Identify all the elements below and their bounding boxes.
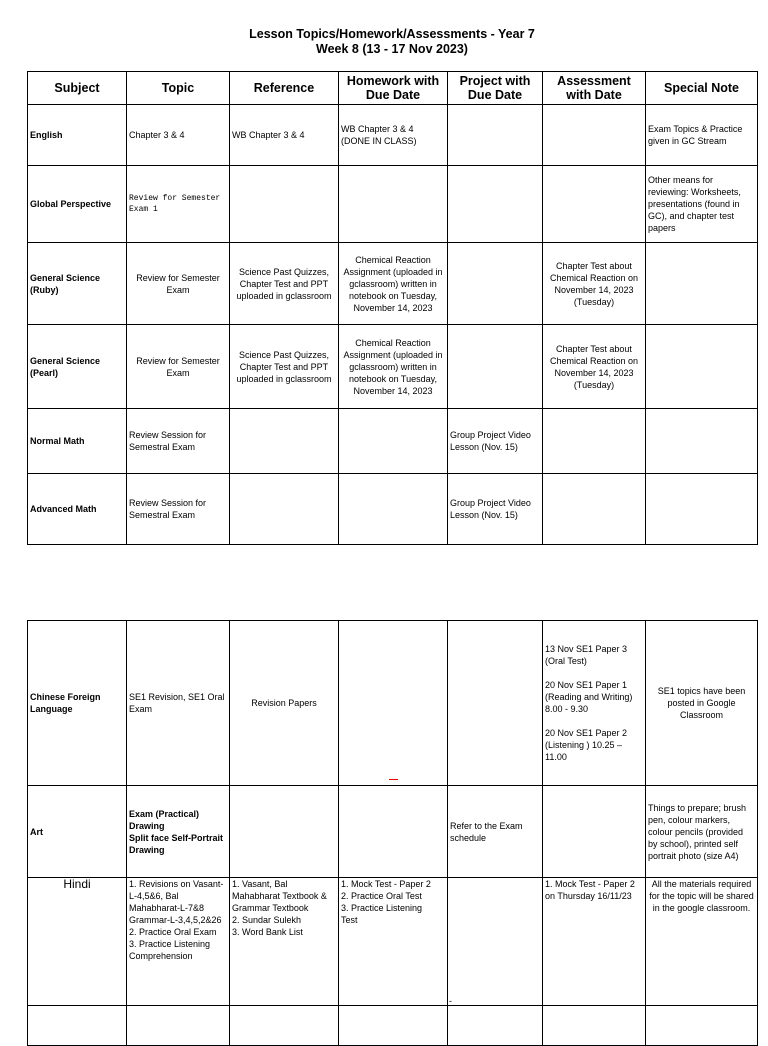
project-cell: Refer to the Exam schedule: [448, 786, 543, 878]
topic-cell: SE1 Revision, SE1 Oral Exam: [127, 621, 230, 786]
subject-cell: Hindi: [28, 878, 127, 1006]
homework-cell: [339, 409, 448, 474]
table-row: [28, 1006, 758, 1046]
topic-cell: Exam (Practical) Drawing Split face Self-Portrait Drawing: [127, 786, 230, 878]
assessment-cell: Chapter Test about Chemical Reaction on November 14, 2023 (Tuesday): [543, 243, 646, 325]
page-subtitle: Week 8 (13 - 17 Nov 2023): [316, 42, 468, 56]
subject-cell: [28, 1006, 127, 1046]
homework-cell: WB Chapter 3 & 4 (DONE IN CLASS): [339, 105, 448, 166]
column-header: Special Note: [646, 72, 758, 105]
homework-cell: Chemical Reaction Assignment (uploaded in gclassroom) written in notebook on Tuesday, November 14, 2023: [339, 243, 448, 325]
project-cell: [448, 878, 543, 1006]
column-header: Reference: [230, 72, 339, 105]
reference-cell: [230, 166, 339, 243]
homework-cell: [339, 1006, 448, 1046]
reference-cell: [230, 474, 339, 545]
assessment-cell: Chapter Test about Chemical Reaction on November 14, 2023 (Tuesday): [543, 325, 646, 409]
project-cell: [448, 1006, 543, 1046]
column-header: Project with Due Date: [448, 72, 543, 105]
note-cell: Other means for reviewing: Worksheets, presentations (found in GC), and chapter test papers: [646, 166, 758, 243]
assessment-cell: [543, 1006, 646, 1046]
column-header: Topic: [127, 72, 230, 105]
reference-cell: 1. Vasant, Bal Mahabharat Textbook & Grammar Textbook 2. Sundar Sulekh 3. Word Bank List: [230, 878, 339, 1006]
project-cell: [448, 105, 543, 166]
assessment-cell: [543, 786, 646, 878]
table-row: [28, 474, 758, 545]
reference-cell: Revision Papers: [230, 621, 339, 786]
topic-cell: 1. Revisions on Vasant-L-4,5&6, Bal Mahabharat-L-7&8 Grammar-L-3,4,5,2&26 2. Practice Oral Exam 3. Practice Listening Comprehension: [127, 878, 230, 1006]
note-cell: [646, 409, 758, 474]
column-header: Homework with Due Date: [339, 72, 448, 105]
reference-cell: WB Chapter 3 & 4: [230, 105, 339, 166]
note-cell: Exam Topics & Practice given in GC Stream: [646, 105, 758, 166]
reference-cell: [230, 409, 339, 474]
project-cell: [448, 325, 543, 409]
reference-cell: [230, 786, 339, 878]
note-cell: [646, 325, 758, 409]
project-cell: [448, 166, 543, 243]
note-cell: All the materials required for the topic will be shared in the google classroom.: [646, 878, 758, 1006]
project-cell: Group Project Video Lesson (Nov. 15): [448, 409, 543, 474]
assessment-cell: 13 Nov SE1 Paper 3 (Oral Test) 20 Nov SE1 Paper 1 (Reading and Writing) 8.00 - 9.30 20 Nov SE1 Paper 2 (Listening ) 10.25 – 11.00: [543, 621, 646, 786]
homework-cell: Chemical Reaction Assignment (uploaded in gclassroom) written in notebook on Tuesday, November 14, 2023: [339, 325, 448, 409]
note-cell: [646, 474, 758, 545]
project-cell: [448, 243, 543, 325]
subject-cell: Art: [28, 786, 127, 878]
table-row: [28, 621, 758, 786]
assessment-cell: [543, 409, 646, 474]
topic-cell: Review Session for Semestral Exam: [127, 409, 230, 474]
schedule-table: [27, 71, 758, 545]
table-row: [28, 166, 758, 243]
page-title: Lesson Topics/Homework/Assessments - Year 7: [249, 27, 535, 41]
table-row: [28, 786, 758, 878]
note-cell: SE1 topics have been posted in Google Classroom: [646, 621, 758, 786]
project-cell: Group Project Video Lesson (Nov. 15): [448, 474, 543, 545]
table-row: [28, 325, 758, 409]
reference-cell: [230, 1006, 339, 1046]
topic-cell: Review for Semester Exam: [127, 325, 230, 409]
topic-cell: Chapter 3 & 4: [127, 105, 230, 166]
note-cell: [646, 1006, 758, 1046]
note-cell: Things to prepare; brush pen, colour markers, colour pencils (provided by school), printed self portrait photo (size A4): [646, 786, 758, 878]
red-underline-mark: [389, 779, 398, 780]
subject-cell: Global Perspective: [28, 166, 127, 243]
table-row: [28, 878, 758, 1006]
reference-cell: Science Past Quizzes, Chapter Test and PPT uploaded in gclassroom: [230, 243, 339, 325]
column-header: Subject: [28, 72, 127, 105]
topic-cell: Review Session for Semestral Exam: [127, 474, 230, 545]
homework-cell: [339, 621, 448, 786]
topic-cell: Review for Semester Exam 1: [127, 166, 230, 243]
note-cell: [646, 243, 758, 325]
homework-cell: [339, 474, 448, 545]
subject-cell: General Science (Pearl): [28, 325, 127, 409]
subject-cell: General Science (Ruby): [28, 243, 127, 325]
assessment-cell: [543, 166, 646, 243]
subject-cell: Advanced Math: [28, 474, 127, 545]
assessment-cell: [543, 105, 646, 166]
table-row: [28, 409, 758, 474]
topic-cell: Review for Semester Exam: [127, 243, 230, 325]
topic-cell: [127, 1006, 230, 1046]
assessment-cell: [543, 474, 646, 545]
homework-cell: [339, 166, 448, 243]
reference-cell: Science Past Quizzes, Chapter Test and PPT uploaded in gclassroom: [230, 325, 339, 409]
table-row: [28, 105, 758, 166]
subject-cell: English: [28, 105, 127, 166]
homework-cell: 1. Mock Test - Paper 2 2. Practice Oral Test 3. Practice Listening Test: [339, 878, 448, 1006]
table-row: [28, 243, 758, 325]
column-header: Assessment with Date: [543, 72, 646, 105]
project-cell: [448, 621, 543, 786]
subject-cell: Normal Math: [28, 409, 127, 474]
assessment-cell: 1. Mock Test - Paper 2 on Thursday 16/11/23: [543, 878, 646, 1006]
stray-dash: -: [449, 996, 452, 1006]
homework-cell: [339, 786, 448, 878]
subject-cell: Chinese Foreign Language: [28, 621, 127, 786]
header-row: [28, 72, 758, 105]
schedule-table-continued: [27, 620, 758, 1046]
